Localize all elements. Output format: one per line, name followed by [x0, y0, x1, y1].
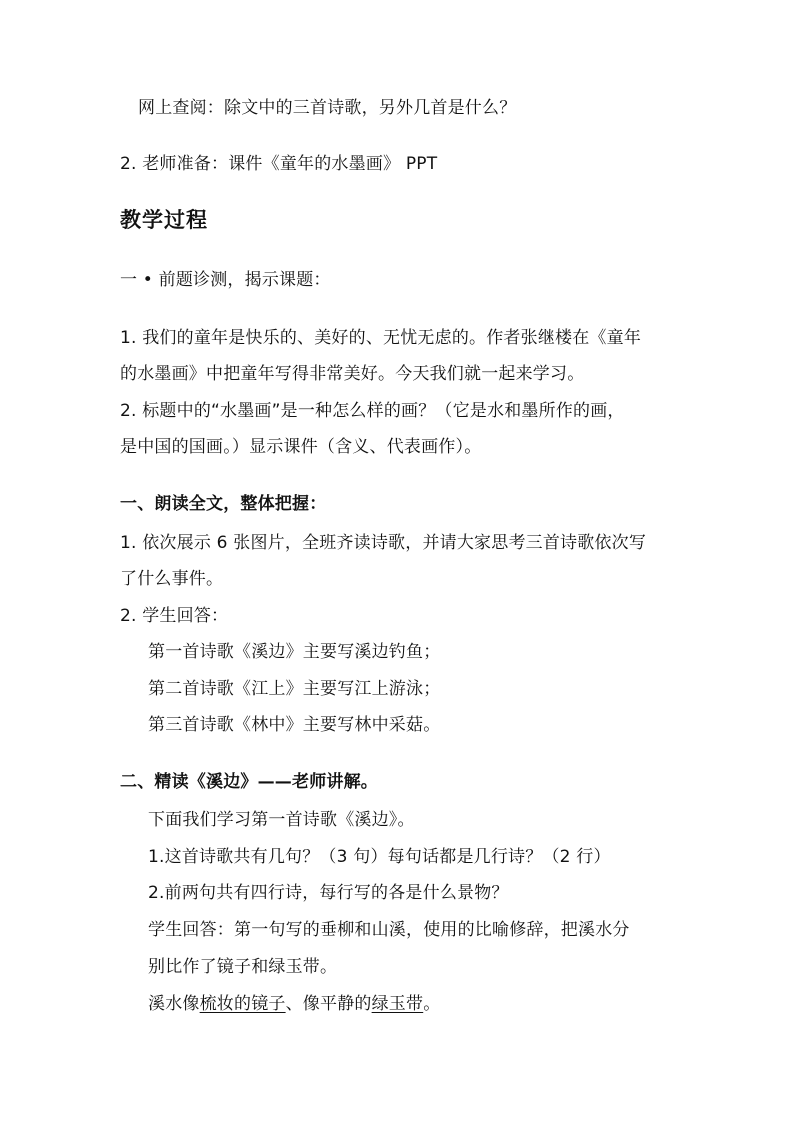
paragraph-2-line-1: 2. 标题中的“水墨画”是一种怎么样的画？（它是水和墨所作的画， — [120, 401, 625, 421]
simile-text-start: 溪水像 — [148, 994, 200, 1014]
prep-line-teacher: 2. 老师准备：课件《童年的水墨画》 PPT — [120, 154, 438, 174]
answer-1: 第一首诗歌《溪边》主要写溪边钓鱼； — [148, 642, 441, 662]
prep-line-research: 网上查阅：除文中的三首诗歌，另外几首是什么？ — [138, 98, 517, 118]
answer-2: 第二首诗歌《江上》主要写江上游泳； — [148, 679, 441, 699]
student-answer-line-2: 别比作了镜子和绿玉带。 — [148, 957, 338, 977]
simile-underlined-jade-belt: 绿玉带 — [371, 994, 424, 1014]
simile-line — [148, 992, 440, 1016]
student-answer-line-1: 学生回答：第一句写的垂柳和山溪，使用的比喻修辞，把溪水分 — [148, 920, 630, 940]
simile-text-middle: 、像平静的 — [285, 994, 372, 1014]
section-title-1: 一 • 前题诊测，揭示课题： — [120, 270, 331, 290]
answer-3: 第三首诗歌《林中》主要写林中采菇。 — [148, 715, 441, 735]
simile-text-end: 。 — [423, 994, 441, 1014]
reading-intro: 下面我们学习第一首诗歌《溪边》。 — [148, 810, 415, 830]
section-title-3: 二、精读《溪边》——老师讲解。 — [120, 772, 378, 792]
paragraph-1-line-1: 1. 我们的童年是快乐的、美好的、无忧无虑的。作者张继楼在《童年 — [120, 328, 642, 348]
simile-underlined-mirror: 梳妆的镜子 — [199, 994, 286, 1014]
paragraph-1-line-2: 的水墨画》中把童年写得非常美好。今天我们就一起来学习。 — [120, 364, 585, 384]
question-2: 2. 学生回答： — [120, 606, 229, 626]
paragraph-2-line-2: 是中国的国画。）显示课件（含义、代表画作）。 — [120, 437, 482, 457]
question-1-line-2: 了什么事件。 — [120, 569, 224, 589]
reading-question-1: 1.这首诗歌共有几句？（3 句）每句话都是几行诗？（2 行） — [148, 847, 611, 867]
section-heading-teaching-process: 教学过程 — [120, 208, 208, 232]
section-title-2: 一、朗读全文，整体把握： — [120, 494, 327, 514]
reading-question-2: 2.前两句共有四行诗，每行写的各是什么景物？ — [148, 883, 509, 903]
question-1-line-1: 1. 依次展示 6 张图片，全班齐读诗歌，并请大家思考三首诗歌依次写 — [120, 533, 647, 553]
